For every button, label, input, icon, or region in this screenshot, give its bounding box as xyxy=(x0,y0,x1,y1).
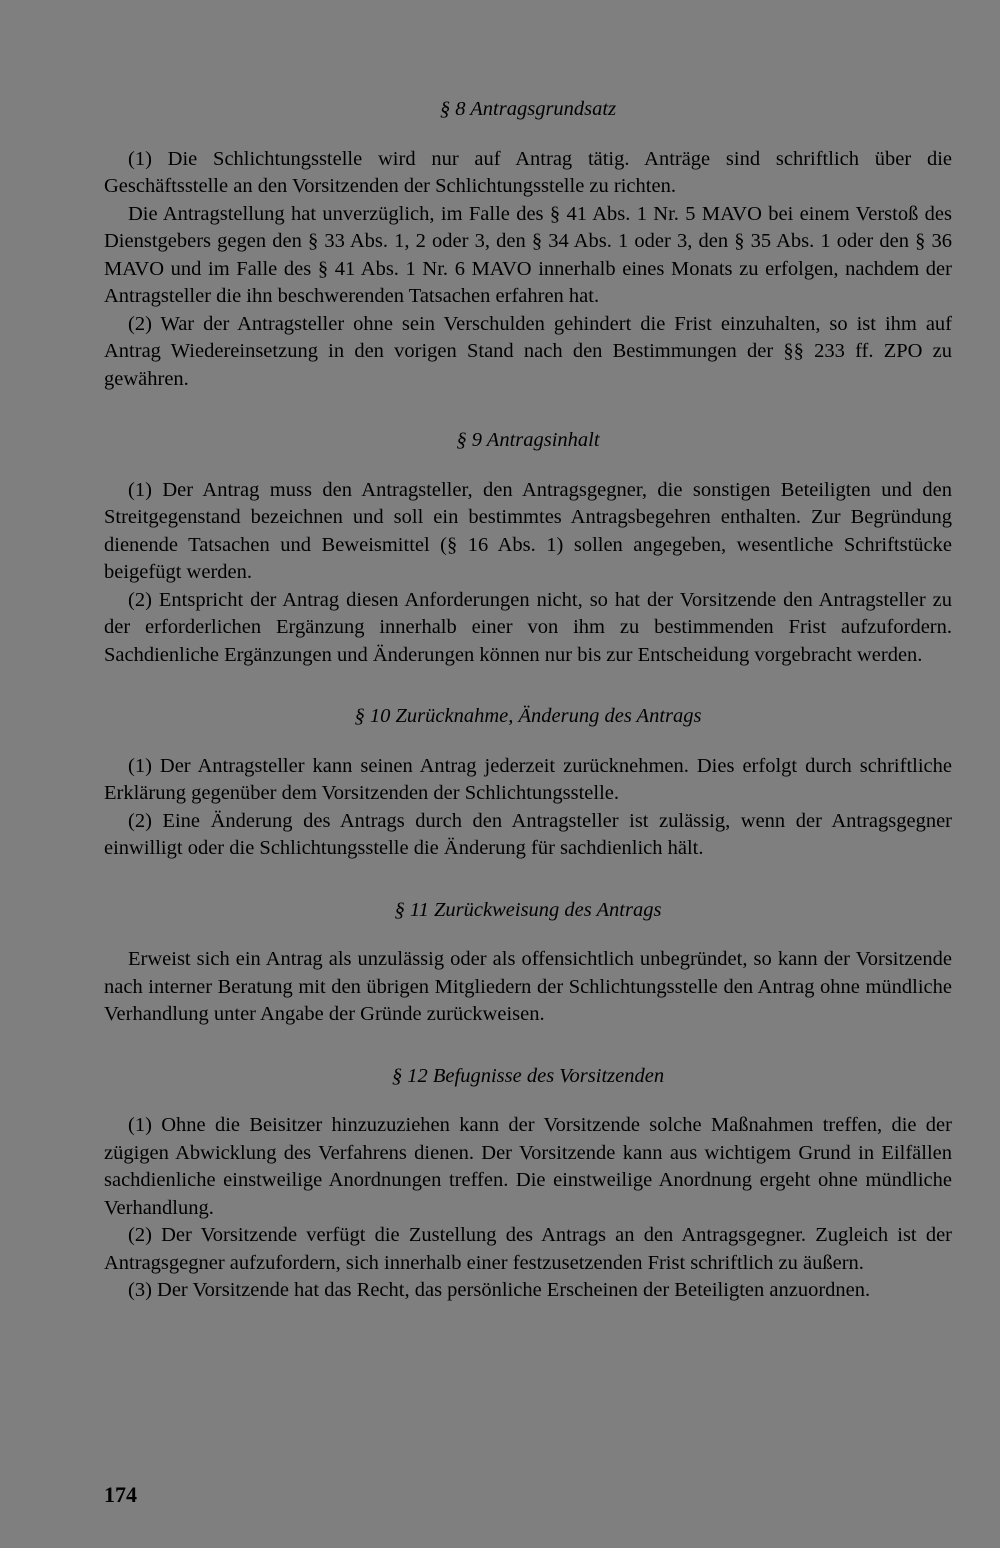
paragraph: (1) Der Antrag muss den Antragsteller, den Antragsgegner, die sonstigen Beteiligten und den Streitgegenstand bezeichnen und soll ein bestimmtes Antragsbegehren enthalten. Zur Begründung dienende Tatsachen und Beweismittel (§ 16 Abs. 1) sollen angegeben, wesentliche Schriftstücke beigefügt werden. xyxy=(104,478,952,583)
paragraph: (1) Ohne die Beisitzer hinzuzuziehen kann der Vorsitzende solche Maßnahmen treffen, die der zügigen Abwicklung des Verfahrens dienen. Der Vorsitzende kann aus wichtigem Grund in Eilfällen sachdienliche einstweilige Anordnungen treffen. Die einstweilige Anordnung ergeht ohne mündliche Verhandlung. xyxy=(104,1114,952,1219)
section-12 xyxy=(104,1063,952,1305)
section-heading: § 12 Befugnisse des Vorsitzenden xyxy=(391,1064,665,1087)
section-heading: § 11 Zurückweisung des Antrags xyxy=(394,898,662,921)
paragraph: (2) Eine Änderung des Antrags durch den Antragsteller ist zulässig, wenn der Antragsgegner einwilligt oder die Schlichtungsstelle die Änderung für sachdienlich hält. xyxy=(104,809,952,859)
paragraph: (2) Der Vorsitzende verfügt die Zustellung des Antrags an den Antragsgegner. Zugleich ist der Antragsgegner aufzufordern, sich innerhalb einer festzusetzenden Frist schriftlich zu äußern. xyxy=(104,1224,952,1274)
section-heading: § 10 Zurücknahme, Änderung des Antrags xyxy=(354,705,702,727)
section-10 xyxy=(104,703,952,863)
paragraph: (3) Der Vorsitzende hat das Recht, das persönliche Erscheinen der Beteiligten anzuordnen. xyxy=(128,1279,871,1301)
paragraph: Die Antragstellung hat unverzüglich, im Falle des § 41 Abs. 1 Nr. 5 MAVO bei einem Verstoß des Dienstgebers gegen den § 33 Abs. 1, 2 oder 3, den § 34 Abs. 1 oder 3, den § 35 Abs. 1 oder den § 36 MAVO und im Falle des § 41 Abs. 1 Nr. 6 MAVO innerhalb eines Monats zu erfolgen, nachdem der Antragsteller die ihn beschwerenden Tatsachen erfahren hat. xyxy=(104,202,952,307)
paragraph: (1) Die Schlichtungsstelle wird nur auf Antrag tätig. Anträge sind schriftlich über die Geschäftsstelle an den Vorsitzenden der Schlichtungsstelle zu richten. xyxy=(104,147,952,197)
paragraph: (2) Entspricht der Antrag diesen Anforderungen nicht, so hat der Vorsitzende den Antragsteller zu der erforderlichen Ergänzung innerhalb einer von ihm zu bestimmenden Frist aufzufordern. Sachdienliche Ergänzungen und Änderungen können nur bis zur Entscheidung vorgebracht werden. xyxy=(104,588,952,666)
paragraph: (1) Der Antragsteller kann seinen Antrag jederzeit zurücknehmen. Dies erfolgt durch schriftliche Erklärung gegenüber dem Vorsitzenden der Schlichtungsstelle. xyxy=(104,754,952,804)
document-page xyxy=(104,96,952,1305)
paragraph: (2) War der Antragsteller ohne sein Verschulden gehindert die Frist einzuhalten, so ist ihm auf Antrag Wiedereinsetzung in den vorigen Stand nach den Bestimmungen der §§ 233 ff. ZPO zu gewähren. xyxy=(104,312,952,390)
paragraph: Erweist sich ein Antrag als unzulässig oder als offensichtlich unbegründet, so kann der Vorsitzende nach interner Beratung mit den übrigen Mitgliedern der Schlichtungsstelle den Antrag ohne mündliche Verhandlung unter Angabe der Gründe zurückweisen. xyxy=(104,948,952,1025)
section-9 xyxy=(104,427,952,669)
page-number: 174 xyxy=(104,1482,137,1507)
section-heading: § 9 Antragsinhalt xyxy=(456,429,600,451)
section-11 xyxy=(104,897,952,1029)
section-heading: § 8 Antragsgrundsatz xyxy=(439,98,617,120)
section-8 xyxy=(104,96,952,393)
